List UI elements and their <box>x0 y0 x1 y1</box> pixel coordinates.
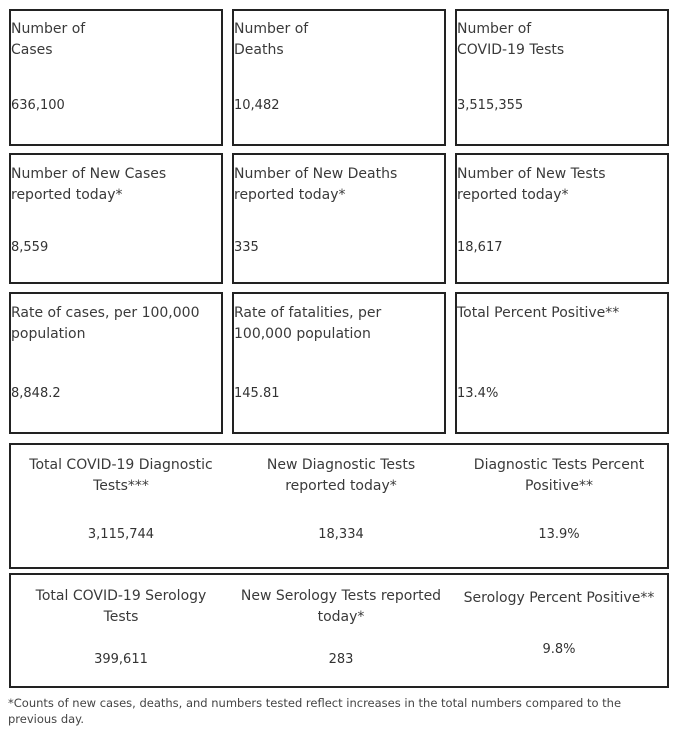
diagnostic-percent-positive <box>451 445 667 567</box>
stat-card-deaths <box>232 9 446 146</box>
cell-label-line1: Serology Percent Positive** <box>463 590 655 606</box>
stat-card-percent-positive <box>455 292 669 434</box>
cell-label-line1: New Diagnostic Tests <box>266 457 416 473</box>
diagnostic-tests-panel <box>9 443 669 569</box>
card-value: 636,100 <box>11 98 65 113</box>
cell-label-line1: New Serology Tests reported <box>240 588 442 604</box>
serology-tests-panel <box>9 573 669 688</box>
card-label-line2: population <box>11 326 86 342</box>
serology-percent-positive <box>451 575 667 686</box>
card-label-line1: Number of <box>457 21 532 37</box>
footnote: *Counts of new cases, deaths, and numbers tested reflect increases in the total numbers compared to the previous day. <box>8 696 622 726</box>
cell-label-line1: Total COVID-19 Serology <box>35 588 207 604</box>
stat-card-new-cases <box>9 153 223 284</box>
card-label-line1: Rate of cases, per 100,000 <box>11 305 200 321</box>
cell-label-line1: Total COVID-19 Diagnostic <box>29 457 213 473</box>
stat-card-cases <box>9 9 223 146</box>
card-value: 18,617 <box>457 240 503 255</box>
cell-value: 399,611 <box>94 652 148 667</box>
stat-card-new-tests <box>455 153 669 284</box>
serology-new <box>231 575 451 686</box>
card-label-line1: Number of New Cases <box>11 166 167 182</box>
serology-total <box>11 575 231 686</box>
cell-value: 283 <box>328 652 354 667</box>
card-label-line2: Deaths <box>234 42 284 58</box>
stat-card-tests <box>455 9 669 146</box>
card-label-line2: reported today* <box>11 187 123 203</box>
cell-value: 13.9% <box>538 527 580 542</box>
card-value: 13.4% <box>457 386 499 401</box>
card-label-line2: reported today* <box>457 187 569 203</box>
card-value: 8,848.2 <box>11 386 61 401</box>
cell-label-line2: reported today* <box>285 478 397 494</box>
stat-card-new-deaths <box>232 153 446 284</box>
card-value: 145.81 <box>234 386 280 401</box>
card-label-line1: Number of <box>11 21 86 37</box>
card-label-line1: Rate of fatalities, per <box>234 305 382 321</box>
card-value: 335 <box>234 240 259 255</box>
cell-value: 9.8% <box>542 642 576 657</box>
card-label-line1: Number of New Deaths <box>234 166 398 182</box>
cell-label-line2: Tests*** <box>93 478 149 494</box>
card-label-line2: COVID-19 Tests <box>457 42 565 58</box>
card-label-line2: Cases <box>11 42 53 58</box>
card-value: 8,559 <box>11 240 49 255</box>
cell-label-line2: today* <box>317 609 365 625</box>
card-label-line1: Total Percent Positive** <box>457 305 620 321</box>
card-label-line1: Number of New Tests <box>457 166 606 182</box>
cell-label-line1: Diagnostic Tests Percent <box>473 457 645 473</box>
cell-label-line2: Tests <box>103 609 139 625</box>
card-label-line1: Number of <box>234 21 309 37</box>
diagnostic-total <box>11 445 231 567</box>
card-label-line2: reported today* <box>234 187 346 203</box>
card-label-line2: 100,000 population <box>234 326 371 342</box>
cell-label-line2: Positive** <box>525 478 593 494</box>
stat-card-fatality-rate <box>232 292 446 434</box>
stat-card-case-rate <box>9 292 223 434</box>
card-value: 3,515,355 <box>457 98 524 113</box>
diagnostic-new <box>231 445 451 567</box>
cell-value: 3,115,744 <box>87 527 155 542</box>
card-value: 10,482 <box>234 98 280 113</box>
cell-value: 18,334 <box>318 527 364 542</box>
